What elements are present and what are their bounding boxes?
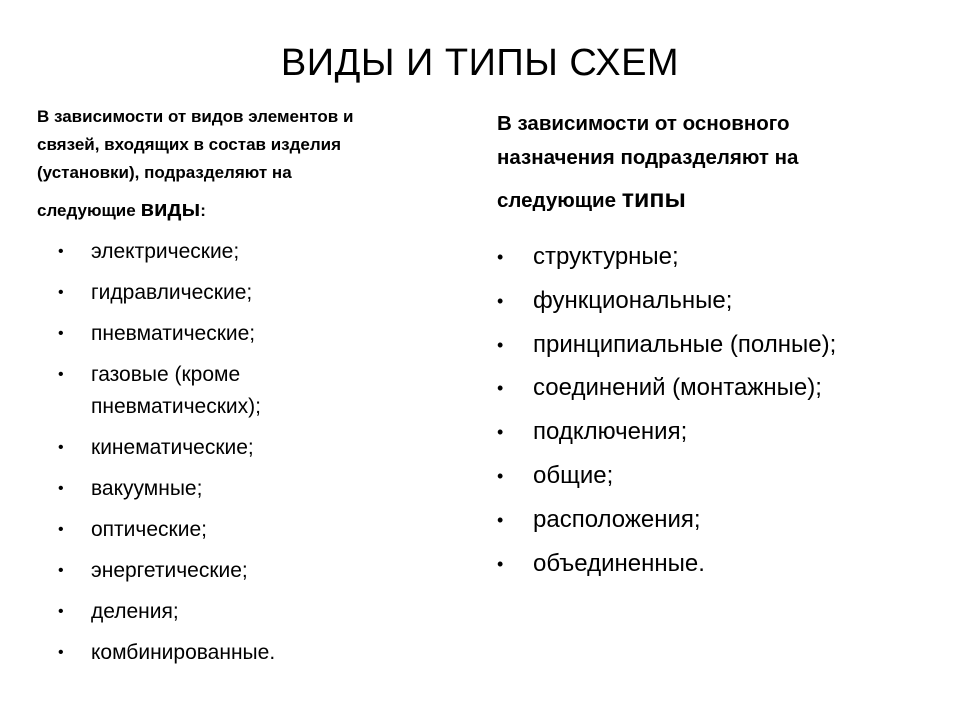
right-intro-last-line — [497, 182, 937, 218]
bullet-icon: • — [58, 325, 64, 342]
list-item-text: электрические; — [91, 240, 240, 263]
bullet-icon: • — [497, 247, 504, 267]
left-intro-last-line — [37, 195, 437, 225]
list-item — [37, 514, 351, 546]
list-item-text: принципиальные (полные); — [533, 330, 837, 358]
bullet-icon: • — [58, 284, 64, 301]
bullet-icon: • — [58, 603, 64, 620]
list-item — [497, 240, 933, 274]
list-item-text: объединенные. — [533, 549, 705, 577]
list-item — [37, 277, 351, 309]
bullet-icon: • — [58, 562, 64, 579]
list-item — [497, 415, 933, 449]
bullet-icon: • — [58, 480, 64, 497]
list-item — [37, 596, 351, 628]
list-item — [37, 359, 351, 423]
list-item-text: оптические; — [91, 518, 207, 541]
list-item-text: расположения; — [533, 505, 701, 533]
list-item-text: деления; — [91, 600, 179, 623]
left-intro-line: связей, входящих в состав изделия — [37, 135, 342, 154]
bullet-icon: • — [58, 644, 64, 661]
list-item-text: подключения; — [533, 418, 688, 446]
right-list — [497, 240, 933, 590]
list-item — [37, 236, 351, 268]
bullet-icon: • — [497, 509, 504, 530]
right-intro-line: назначения подразделяют на — [497, 146, 799, 169]
list-item — [497, 328, 933, 362]
left-intro-prefix: следующие — [37, 201, 141, 220]
list-item-text: соединений (монтажные); — [533, 374, 822, 402]
list-item — [497, 371, 933, 405]
list-item — [37, 555, 351, 587]
left-intro-line: В зависимости от видов элементов и — [37, 107, 354, 126]
bullet-icon: • — [497, 290, 504, 311]
list-item — [497, 284, 933, 318]
bullet-icon: • — [497, 465, 504, 486]
bullet-icon: • — [497, 378, 504, 399]
left-intro-suffix: : — [200, 201, 206, 220]
right-intro — [497, 107, 937, 218]
list-item — [37, 318, 351, 350]
list-item-text: общие; — [533, 461, 614, 489]
list-item — [497, 547, 933, 581]
list-item-text: энергетические; — [91, 559, 248, 582]
left-list — [37, 236, 351, 678]
list-item-text: функциональные; — [533, 286, 733, 314]
list-item-text: кинематические; — [91, 436, 254, 459]
right-intro-emphasis: типы — [621, 185, 686, 213]
left-intro-line: (установки), подразделяют на — [37, 163, 292, 182]
list-item-text: структурные; — [533, 243, 679, 270]
bullet-icon: • — [58, 366, 64, 383]
bullet-icon: • — [58, 521, 64, 538]
list-item-text: комбинированные. — [91, 641, 276, 664]
list-item — [497, 459, 933, 493]
right-intro-line: В зависимости от основного — [497, 112, 790, 135]
bullet-icon: • — [58, 243, 64, 260]
slide-title: ВИДЫ И ТИПЫ СХЕМ — [280, 42, 680, 84]
bullet-icon: • — [58, 439, 64, 456]
bullet-icon: • — [497, 422, 504, 443]
list-item-text: гидравлические; — [91, 281, 253, 304]
left-intro-emphasis: виды — [140, 196, 201, 221]
list-item — [497, 503, 933, 537]
right-intro-prefix: следующие — [497, 189, 622, 212]
list-item — [37, 432, 351, 464]
list-item — [37, 473, 351, 505]
left-intro — [37, 103, 437, 225]
list-item-text: вакуумные; — [91, 477, 203, 500]
list-item-text: газовые (кроме пневматических); — [91, 363, 261, 418]
list-item — [37, 637, 351, 669]
list-item-text: пневматические; — [91, 322, 256, 345]
bullet-icon: • — [497, 334, 504, 355]
bullet-icon: • — [497, 553, 504, 574]
